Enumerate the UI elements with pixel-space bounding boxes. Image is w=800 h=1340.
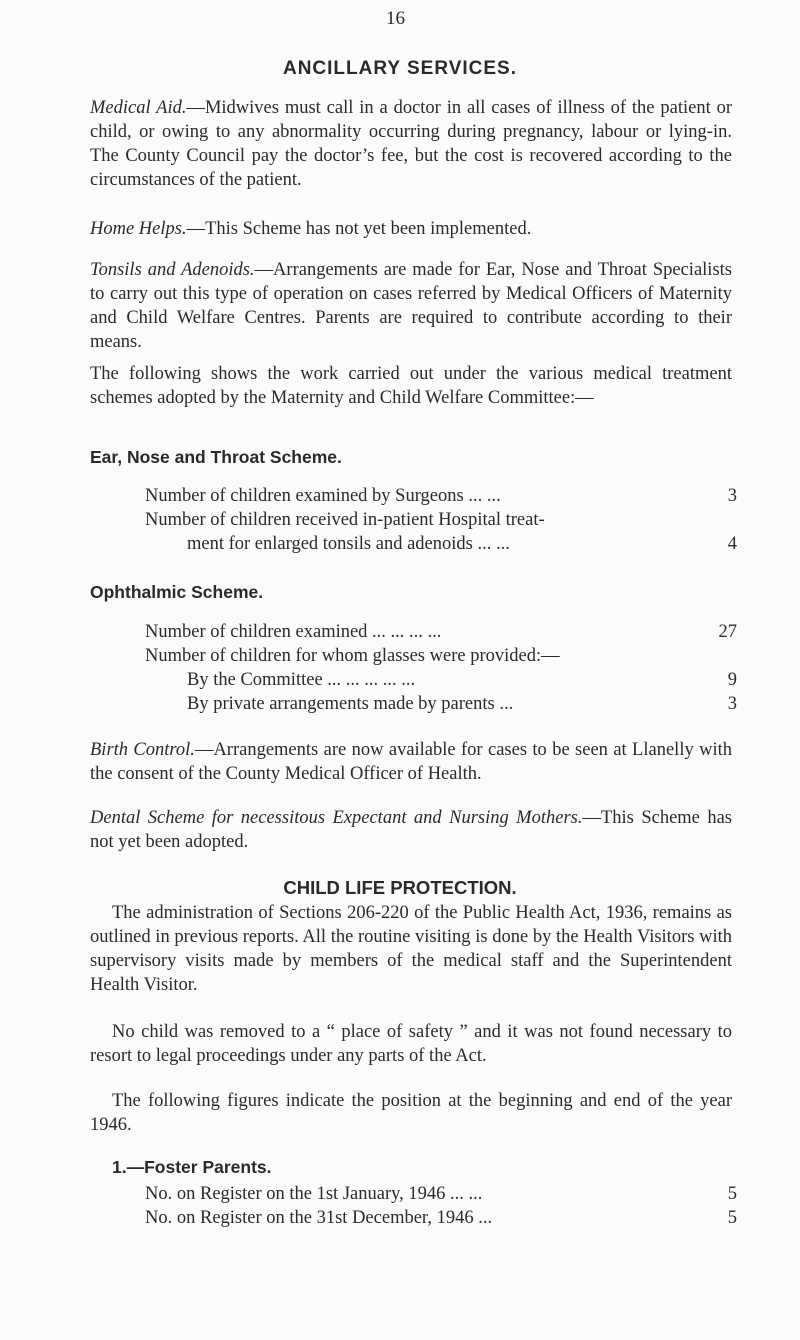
ophthalmic-row-value: 27: [718, 622, 737, 642]
ophthalmic-row-glasses: [145, 644, 737, 668]
tonsils-paragraph: [90, 258, 732, 354]
foster-row-december: [145, 1206, 737, 1230]
ent-row-value: 4: [727, 534, 737, 554]
foster-row-value: 5: [727, 1184, 737, 1204]
ent-row-tonsils: [187, 532, 737, 556]
ophthalmic-row-label: Number of children for whom glasses were provided:—: [145, 646, 560, 666]
dental-text: —This Scheme has not yet been adopted.: [90, 808, 732, 852]
medical-aid-heading: Medical Aid.: [90, 98, 187, 118]
tonsils-text: —Arrangements are made for Ear, Nose and Throat Specialists to carry out this type of operation on cases referred by Medical Officers of Maternity and Child Welfare Centres. Parents are required to contribute according to their means.: [90, 260, 732, 352]
foster-row-label: No. on Register on the 31st December, 1946 ...: [145, 1208, 493, 1228]
ophthalmic-row-committee: [187, 668, 737, 692]
child-life-paragraph-3: The following figures indicate the position at the beginning and end of the year 1946.: [90, 1091, 732, 1135]
child-life-paragraph-1: The administration of Sections 206-220 of the Public Health Act, 1936, remains as outlined in previous reports. All the routine visiting is done by the Health Visitors with supervisory visits made by members of the medical staff and the Superintendent Health Visitor.: [90, 903, 732, 995]
ophthalmic-row-value: 9: [727, 670, 737, 690]
dental-heading: Dental Scheme for necessitous Expectant and Nursing Mothers.: [90, 808, 583, 828]
medical-aid-paragraph: [90, 96, 732, 192]
ent-scheme-heading: Ear, Nose and Throat Scheme.: [90, 447, 342, 467]
ent-row-examined: [145, 484, 737, 508]
ophthalmic-heading: Ophthalmic Scheme.: [90, 582, 264, 602]
ent-row-label: Number of children examined by Surgeons ... ...: [145, 486, 501, 506]
dental-paragraph: [90, 806, 732, 854]
home-helps-text: —This Scheme has not yet been implemented.: [186, 219, 532, 239]
following-paragraph: The following shows the work carried out under the various medical treatment schemes adopted by the Maternity and Child Welfare Committee:—: [90, 364, 732, 408]
page-number: 16: [386, 8, 405, 29]
foster-row-label: No. on Register on the 1st January, 1946 ... ...: [145, 1184, 483, 1204]
foster-parents-heading: 1.—Foster Parents.: [112, 1157, 272, 1177]
medical-aid-text: —Midwives must call in a doctor in all cases of illness of the patient or child, or owing to any abnormality occurring during pregnancy, labour or lying-in. The County Council pay the doctor’s fee, but the cost is recovered according to the circumstances of the patient.: [90, 98, 732, 190]
ophthalmic-row-label: Number of children examined ... ... ... ...: [145, 622, 442, 642]
ent-row-label: ment for enlarged tonsils and adenoids ... ...: [187, 534, 510, 554]
birth-control-heading: Birth Control.: [90, 740, 195, 760]
child-life-heading: CHILD LIFE PROTECTION.: [283, 877, 517, 898]
home-helps-paragraph: [90, 217, 732, 241]
ent-row-label: Number of children received in-patient Hospital treat-: [145, 510, 545, 530]
ophthalmic-row-examined: [145, 620, 737, 644]
home-helps-heading: Home Helps.: [90, 219, 187, 239]
foster-row-value: 5: [727, 1208, 737, 1228]
ophthalmic-row-label: By private arrangements made by parents ...: [187, 694, 514, 714]
tonsils-heading: Tonsils and Adenoids.: [90, 260, 255, 280]
ent-row-value: 3: [727, 486, 737, 506]
ophthalmic-row-label: By the Committee ... ... ... ... ...: [187, 670, 416, 690]
ophthalmic-row-value: 3: [727, 694, 737, 714]
ophthalmic-row-private: [187, 692, 737, 716]
ent-row-inpatient: [145, 508, 737, 532]
birth-control-paragraph: [90, 738, 732, 786]
foster-row-january: [145, 1182, 737, 1206]
birth-control-text: —Arrangements are now available for cases to be seen at Llanelly with the consent of the County Medical Officer of Health.: [90, 740, 732, 784]
page-title: ANCILLARY SERVICES.: [282, 58, 518, 79]
child-life-paragraph-2: No child was removed to a “ place of safety ” and it was not found necessary to resort to legal proceedings under any parts of the Act.: [90, 1022, 732, 1066]
